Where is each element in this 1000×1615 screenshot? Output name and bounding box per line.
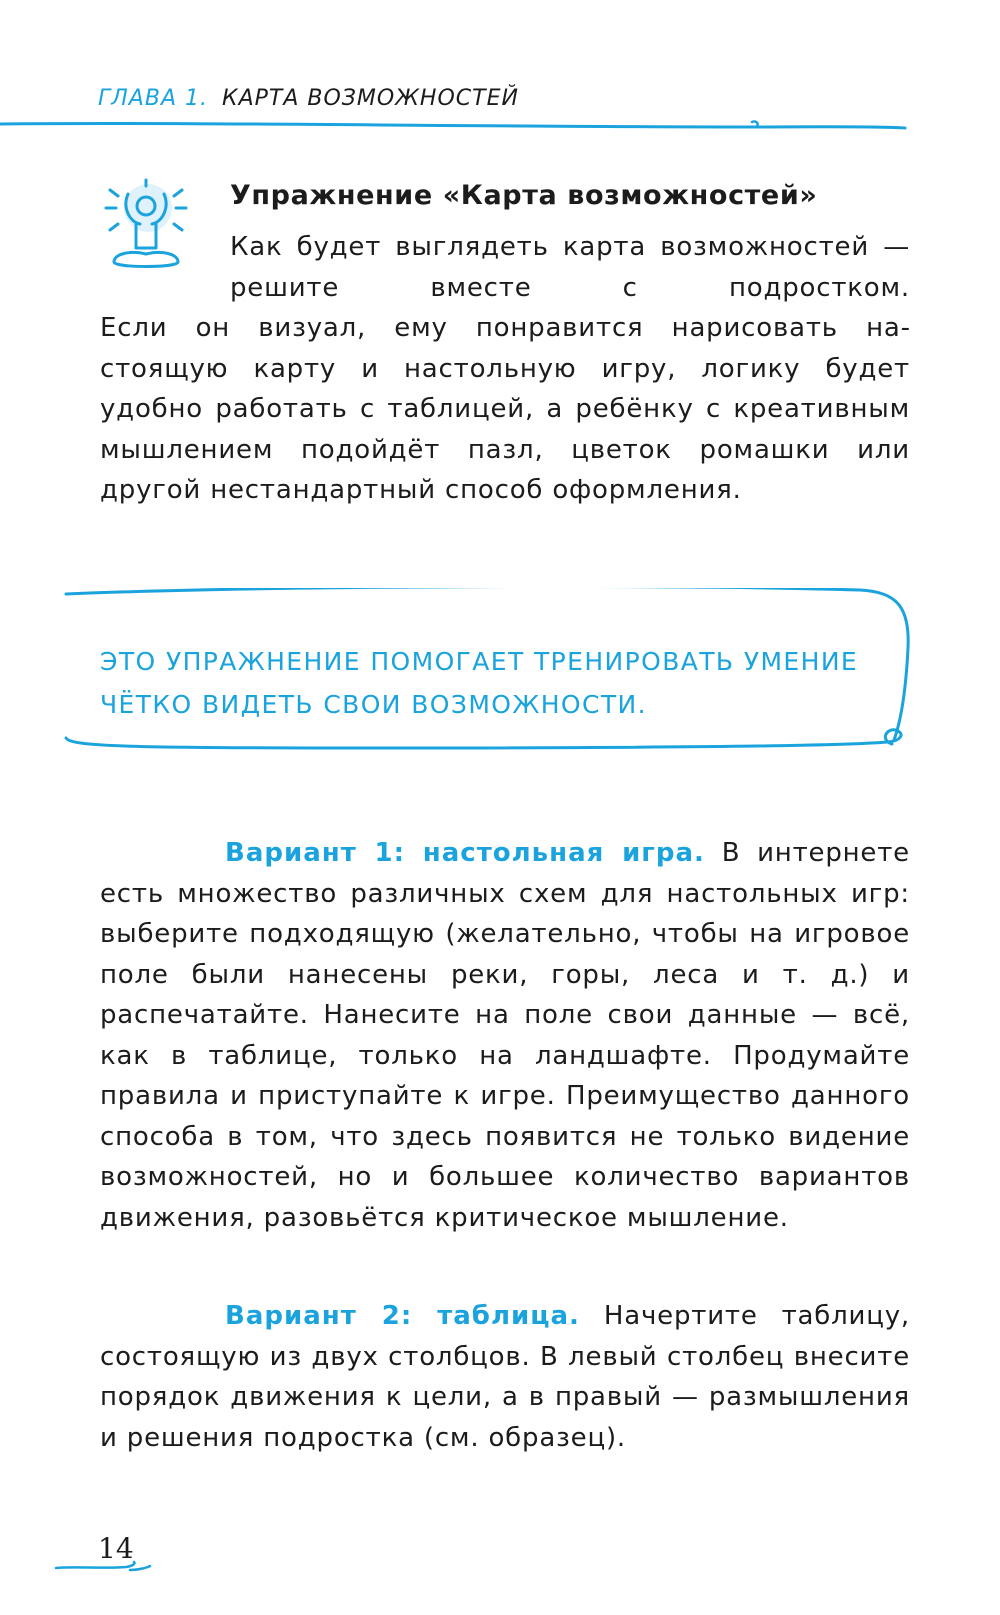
chapter-header [98, 86, 519, 111]
variant-2 [100, 1296, 910, 1458]
variant-body: Начертите таблицу, состоящую из двух столбцов. В левый столбец внесите порядок движения к цели, а в правый — размышления и решения подростка (см. образец). [100, 1301, 910, 1453]
callout-text: ЭТО УПРАЖНЕНИЕ ПОМОГАЕТ ТРЕНИРОВАТЬ УМЕНИЕ ЧЁТКО ВИДЕТЬ СВОИ ВОЗМОЖНОСТИ. [100, 647, 859, 719]
chapter-title: КАРТА ВОЗМОЖНОСТЕЙ [221, 86, 519, 111]
variant-1 [100, 833, 910, 1238]
exercise-intro-body: Если он визуал, ему понравится нарисовать настоящую карту и настольную игру, логику будет удобно работать с таблицей, а ребёнку с креативным мышлением подойдёт пазл, цветок ромашки или другой нестандартный способ оформления. [100, 313, 910, 505]
exercise-title: Упражнение «Карта возможностей» [230, 180, 818, 211]
variant-label: Вариант 1: настольная игра. [225, 838, 705, 868]
variant-body: В интернете есть множество различных схем для настольных игр: выберите подходящую (желательно, чтобы на игровое поле были нанесены реки, горы, леса и т. д.) и распечатайте. Нанесите на поле свои данные — всё, как в таблице, только на ландшафте. Продумайте правила и приступайте к игре. Преимущество данного способа в том, что здесь появится не только видение возможностей, но и большее количество вариантов движения, разовьётся критическое мышление. [100, 838, 910, 1233]
chapter-number: ГЛАВА 1. [98, 86, 208, 111]
meditation-person-icon [100, 178, 192, 278]
header-rule [0, 118, 910, 142]
page-number: 14 [98, 1532, 134, 1565]
page-number-underline [54, 1560, 154, 1574]
variant-label: Вариант 2: таблица. [225, 1301, 580, 1331]
exercise-intro-first: Как будет выглядеть карта возможностей — решите вместе с подростком. [230, 232, 910, 303]
